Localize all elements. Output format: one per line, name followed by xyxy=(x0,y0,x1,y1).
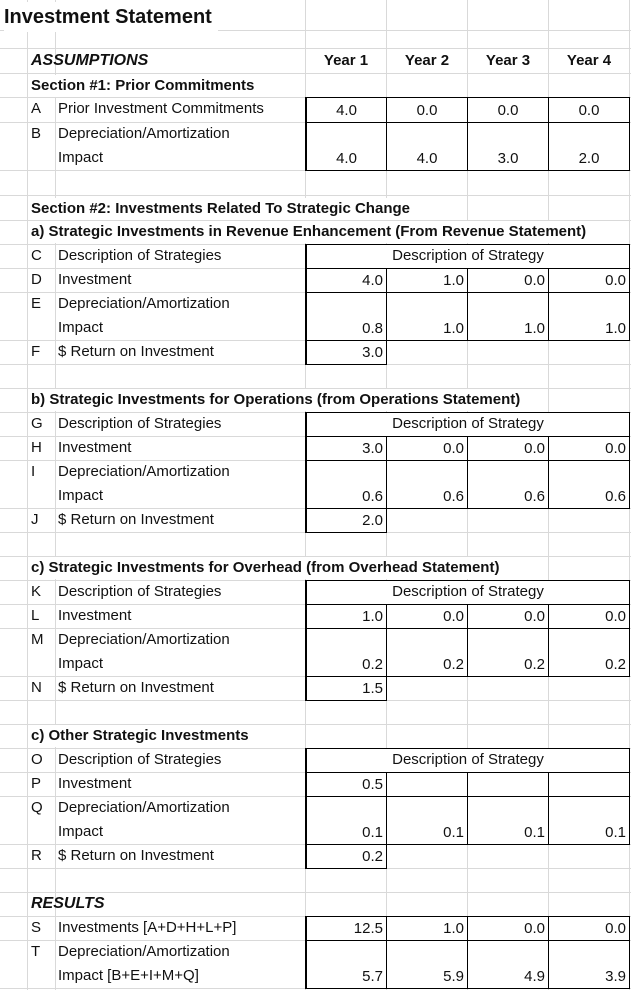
row-b-label: Depreciation/Amortization xyxy=(58,125,230,142)
row-h-year-2-value: 0.0 xyxy=(443,440,464,457)
row-s-year-4-value: 0.0 xyxy=(605,920,626,937)
row-t-label: Depreciation/Amortization xyxy=(58,943,230,960)
row-b-letter: B xyxy=(31,125,42,142)
row-q-label-line2: Impact xyxy=(58,823,104,840)
row-e-year-3-cell[interactable] xyxy=(467,292,549,341)
row-o-label: Description of Strategies xyxy=(58,751,222,768)
row-d-year-1-cell[interactable] xyxy=(305,268,387,293)
row-q-year-2-cell[interactable] xyxy=(386,796,468,845)
row-s-year-1-cell[interactable] xyxy=(305,916,387,941)
row-r-year-1-cell[interactable] xyxy=(305,844,387,869)
row-q-year-4-value: 0.1 xyxy=(605,824,626,841)
row-c-letter: C xyxy=(31,247,42,264)
row-b-year-3-cell[interactable] xyxy=(467,122,549,171)
row-m-year-3-value: 0.2 xyxy=(524,656,545,673)
row-e-year-1-value: 0.8 xyxy=(362,320,383,337)
subsection-d-title[interactable]: c) Other Strategic Investments xyxy=(31,725,253,747)
subsection-b-title[interactable]: b) Strategic Investments for Operations (from Operations Statement) xyxy=(31,389,524,411)
row-a-year-1-cell[interactable] xyxy=(305,97,387,123)
row-n-label: $ Return on Investment xyxy=(58,679,214,696)
row-a-year-4-cell[interactable] xyxy=(548,97,630,123)
row-a-year-3-cell[interactable] xyxy=(467,97,549,123)
row-d-letter: D xyxy=(31,271,42,288)
row-l-year-3-value: 0.0 xyxy=(524,608,545,625)
row-m-year-1-value: 0.2 xyxy=(362,656,383,673)
gridline xyxy=(27,0,28,990)
row-j-letter: J xyxy=(31,511,39,528)
row-b-label-line2: Impact xyxy=(58,149,104,166)
row-t-label-line2: Impact [B+E+I+M+Q] xyxy=(58,967,199,984)
row-a-letter: A xyxy=(31,100,42,117)
row-h-year-4-cell[interactable] xyxy=(548,436,630,461)
row-p-label: Investment xyxy=(58,775,132,792)
row-f-year-1-value: 3.0 xyxy=(362,344,383,361)
row-n-year-1-value: 1.5 xyxy=(362,680,383,697)
row-e-year-4-value: 1.0 xyxy=(605,320,626,337)
row-r-year-1-value: 0.2 xyxy=(362,848,383,865)
row-l-year-2-cell[interactable] xyxy=(386,604,468,629)
row-s-year-1-value: 12.5 xyxy=(353,920,383,937)
row-k-letter: K xyxy=(31,583,42,600)
row-l-year-1-value: 1.0 xyxy=(362,608,383,625)
row-r-label: $ Return on Investment xyxy=(58,847,214,864)
row-n-year-1-cell[interactable] xyxy=(305,676,387,701)
row-t-year-4-value: 3.9 xyxy=(605,968,626,985)
row-b-year-2-value: 4.0 xyxy=(416,150,438,167)
row-d-year-1-value: 4.0 xyxy=(362,272,383,289)
row-d-year-2-cell[interactable] xyxy=(386,268,468,293)
row-t-year-1-value: 5.7 xyxy=(362,968,383,985)
row-b-year-1-value: 4.0 xyxy=(336,150,357,167)
row-h-letter: H xyxy=(31,439,42,456)
row-h-label: Investment xyxy=(58,439,132,456)
row-i-year-2-value: 0.6 xyxy=(443,488,464,505)
row-j-year-1-value: 2.0 xyxy=(362,512,383,529)
row-l-letter: L xyxy=(31,607,40,624)
sheet-title[interactable]: Investment Statement xyxy=(4,2,218,32)
row-s-letter: S xyxy=(31,919,42,936)
row-i-year-4-cell[interactable] xyxy=(548,460,630,509)
row-m-letter: M xyxy=(31,631,44,648)
row-b-year-4-cell[interactable] xyxy=(548,122,630,171)
row-e-letter: E xyxy=(31,295,42,312)
row-i-label: Depreciation/Amortization xyxy=(58,463,230,480)
row-l-year-1-cell[interactable] xyxy=(305,604,387,629)
row-q-year-3-cell[interactable] xyxy=(467,796,549,845)
row-d-year-3-cell[interactable] xyxy=(467,268,549,293)
description-of-strategy-cell[interactable]: Description of Strategy xyxy=(305,244,630,269)
row-d-year-2-value: 1.0 xyxy=(443,272,464,289)
row-i-letter: I xyxy=(31,463,36,480)
row-b-year-3-value: 3.0 xyxy=(497,150,519,167)
row-s-year-3-cell[interactable] xyxy=(467,916,549,941)
row-a-year-3-value: 0.0 xyxy=(497,102,519,119)
row-s-year-4-cell[interactable] xyxy=(548,916,630,941)
row-t-year-2-cell[interactable] xyxy=(386,940,468,989)
row-k-label: Description of Strategies xyxy=(58,583,222,600)
row-q-year-1-cell[interactable] xyxy=(305,796,387,845)
row-n-letter: N xyxy=(31,679,42,696)
row-m-label-line2: Impact xyxy=(58,655,104,672)
row-s-year-2-cell[interactable] xyxy=(386,916,468,941)
row-q-year-4-cell[interactable] xyxy=(548,796,630,845)
gridline xyxy=(0,195,631,196)
row-q-year-1-value: 0.1 xyxy=(362,824,383,841)
row-q-year-3-value: 0.1 xyxy=(524,824,545,841)
row-t-letter: T xyxy=(31,943,41,960)
section-2-title[interactable]: Section #2: Investments Related To Strategic Change xyxy=(31,198,414,220)
row-m-year-1-cell[interactable] xyxy=(305,628,387,677)
subsection-a-title[interactable]: a) Strategic Investments in Revenue Enhancement (From Revenue Statement) xyxy=(31,221,590,243)
row-i-year-3-value: 0.6 xyxy=(524,488,545,505)
gridline xyxy=(0,73,631,74)
row-i-year-3-cell[interactable] xyxy=(467,460,549,509)
row-i-year-4-value: 0.6 xyxy=(605,488,626,505)
year-4-header[interactable]: Year 4 xyxy=(566,52,612,69)
row-t-year-4-cell[interactable] xyxy=(548,940,630,989)
row-d-year-3-value: 0.0 xyxy=(524,272,545,289)
row-q-letter: Q xyxy=(31,799,43,816)
row-a-year-4-value: 0.0 xyxy=(578,102,600,119)
row-d-year-4-cell[interactable] xyxy=(548,268,630,293)
year-2-header[interactable]: Year 2 xyxy=(404,52,450,69)
row-m-label: Depreciation/Amortization xyxy=(58,631,230,648)
row-i-year-1-cell[interactable] xyxy=(305,460,387,509)
row-h-year-3-cell[interactable] xyxy=(467,436,549,461)
row-p-year-3-cell[interactable] xyxy=(467,772,549,797)
row-j-label: $ Return on Investment xyxy=(58,511,214,528)
row-e-year-3-value: 1.0 xyxy=(524,320,545,337)
year-3-header[interactable]: Year 3 xyxy=(485,52,531,69)
row-b-year-4-value: 2.0 xyxy=(578,150,600,167)
row-m-year-3-cell[interactable] xyxy=(467,628,549,677)
row-m-year-2-value: 0.2 xyxy=(443,656,464,673)
assumptions-heading[interactable]: ASSUMPTIONS xyxy=(31,52,149,69)
row-m-year-4-value: 0.2 xyxy=(605,656,626,673)
row-a-year-1-value: 4.0 xyxy=(336,102,357,119)
row-i-year-1-value: 0.6 xyxy=(362,488,383,505)
row-s-year-2-value: 1.0 xyxy=(443,920,464,937)
row-e-year-1-cell[interactable] xyxy=(305,292,387,341)
row-h-year-2-cell[interactable] xyxy=(386,436,468,461)
row-j-year-1-cell[interactable] xyxy=(305,508,387,533)
row-o-letter: O xyxy=(31,751,43,768)
row-c-label: Description of Strategies xyxy=(58,247,222,264)
row-f-letter: F xyxy=(31,343,41,360)
description-of-strategy-cell[interactable]: Description of Strategy xyxy=(305,580,630,605)
description-of-strategy-cell[interactable]: Description of Strategy xyxy=(305,748,630,773)
row-h-year-1-cell[interactable] xyxy=(305,436,387,461)
gridline xyxy=(55,0,56,990)
year-1-header[interactable]: Year 1 xyxy=(323,52,369,69)
row-e-year-2-value: 1.0 xyxy=(443,320,464,337)
row-l-label: Investment xyxy=(58,607,132,624)
row-f-year-1-cell[interactable] xyxy=(305,340,387,365)
row-h-year-3-value: 0.0 xyxy=(524,440,545,457)
row-t-year-3-cell[interactable] xyxy=(467,940,549,989)
row-i-label-line2: Impact xyxy=(58,487,104,504)
row-t-year-2-value: 5.9 xyxy=(443,968,464,985)
row-b-year-1-cell[interactable] xyxy=(305,122,387,171)
row-t-year-1-cell[interactable] xyxy=(305,940,387,989)
row-a-year-2-value: 0.0 xyxy=(416,102,438,119)
row-p-year-4-cell[interactable] xyxy=(548,772,630,797)
row-f-label: $ Return on Investment xyxy=(58,343,214,360)
row-g-label: Description of Strategies xyxy=(58,415,222,432)
row-m-year-4-cell[interactable] xyxy=(548,628,630,677)
section-1-title[interactable]: Section #1: Prior Commitments xyxy=(31,75,258,97)
row-m-year-2-cell[interactable] xyxy=(386,628,468,677)
row-d-label: Investment xyxy=(58,271,132,288)
row-l-year-3-cell[interactable] xyxy=(467,604,549,629)
row-r-letter: R xyxy=(31,847,42,864)
row-p-year-1-cell[interactable] xyxy=(305,772,387,797)
row-s-year-3-value: 0.0 xyxy=(524,920,545,937)
row-g-letter: G xyxy=(31,415,43,432)
row-h-year-1-value: 3.0 xyxy=(362,440,383,457)
row-e-label: Depreciation/Amortization xyxy=(58,295,230,312)
row-p-year-2-cell[interactable] xyxy=(386,772,468,797)
row-i-year-2-cell[interactable] xyxy=(386,460,468,509)
description-of-strategy-cell[interactable]: Description of Strategy xyxy=(305,412,630,437)
row-p-year-1-value: 0.5 xyxy=(362,776,383,793)
row-e-label-line2: Impact xyxy=(58,319,104,336)
row-e-year-2-cell[interactable] xyxy=(386,292,468,341)
row-l-year-2-value: 0.0 xyxy=(443,608,464,625)
row-h-year-4-value: 0.0 xyxy=(605,440,626,457)
row-d-year-4-value: 0.0 xyxy=(605,272,626,289)
row-l-year-4-cell[interactable] xyxy=(548,604,630,629)
row-q-label: Depreciation/Amortization xyxy=(58,799,230,816)
row-s-label: Investments [A+D+H+L+P] xyxy=(58,919,237,936)
row-e-year-4-cell[interactable] xyxy=(548,292,630,341)
row-b-year-2-cell[interactable] xyxy=(386,122,468,171)
row-q-year-2-value: 0.1 xyxy=(443,824,464,841)
row-a-label: Prior Investment Commitments xyxy=(58,100,264,117)
row-t-year-3-value: 4.9 xyxy=(524,968,545,985)
results-heading[interactable]: RESULTS xyxy=(31,895,105,912)
row-p-letter: P xyxy=(31,775,42,792)
subsection-c-title[interactable]: c) Strategic Investments for Overhead (from Overhead Statement) xyxy=(31,557,503,579)
row-a-year-2-cell[interactable] xyxy=(386,97,468,123)
row-l-year-4-value: 0.0 xyxy=(605,608,626,625)
